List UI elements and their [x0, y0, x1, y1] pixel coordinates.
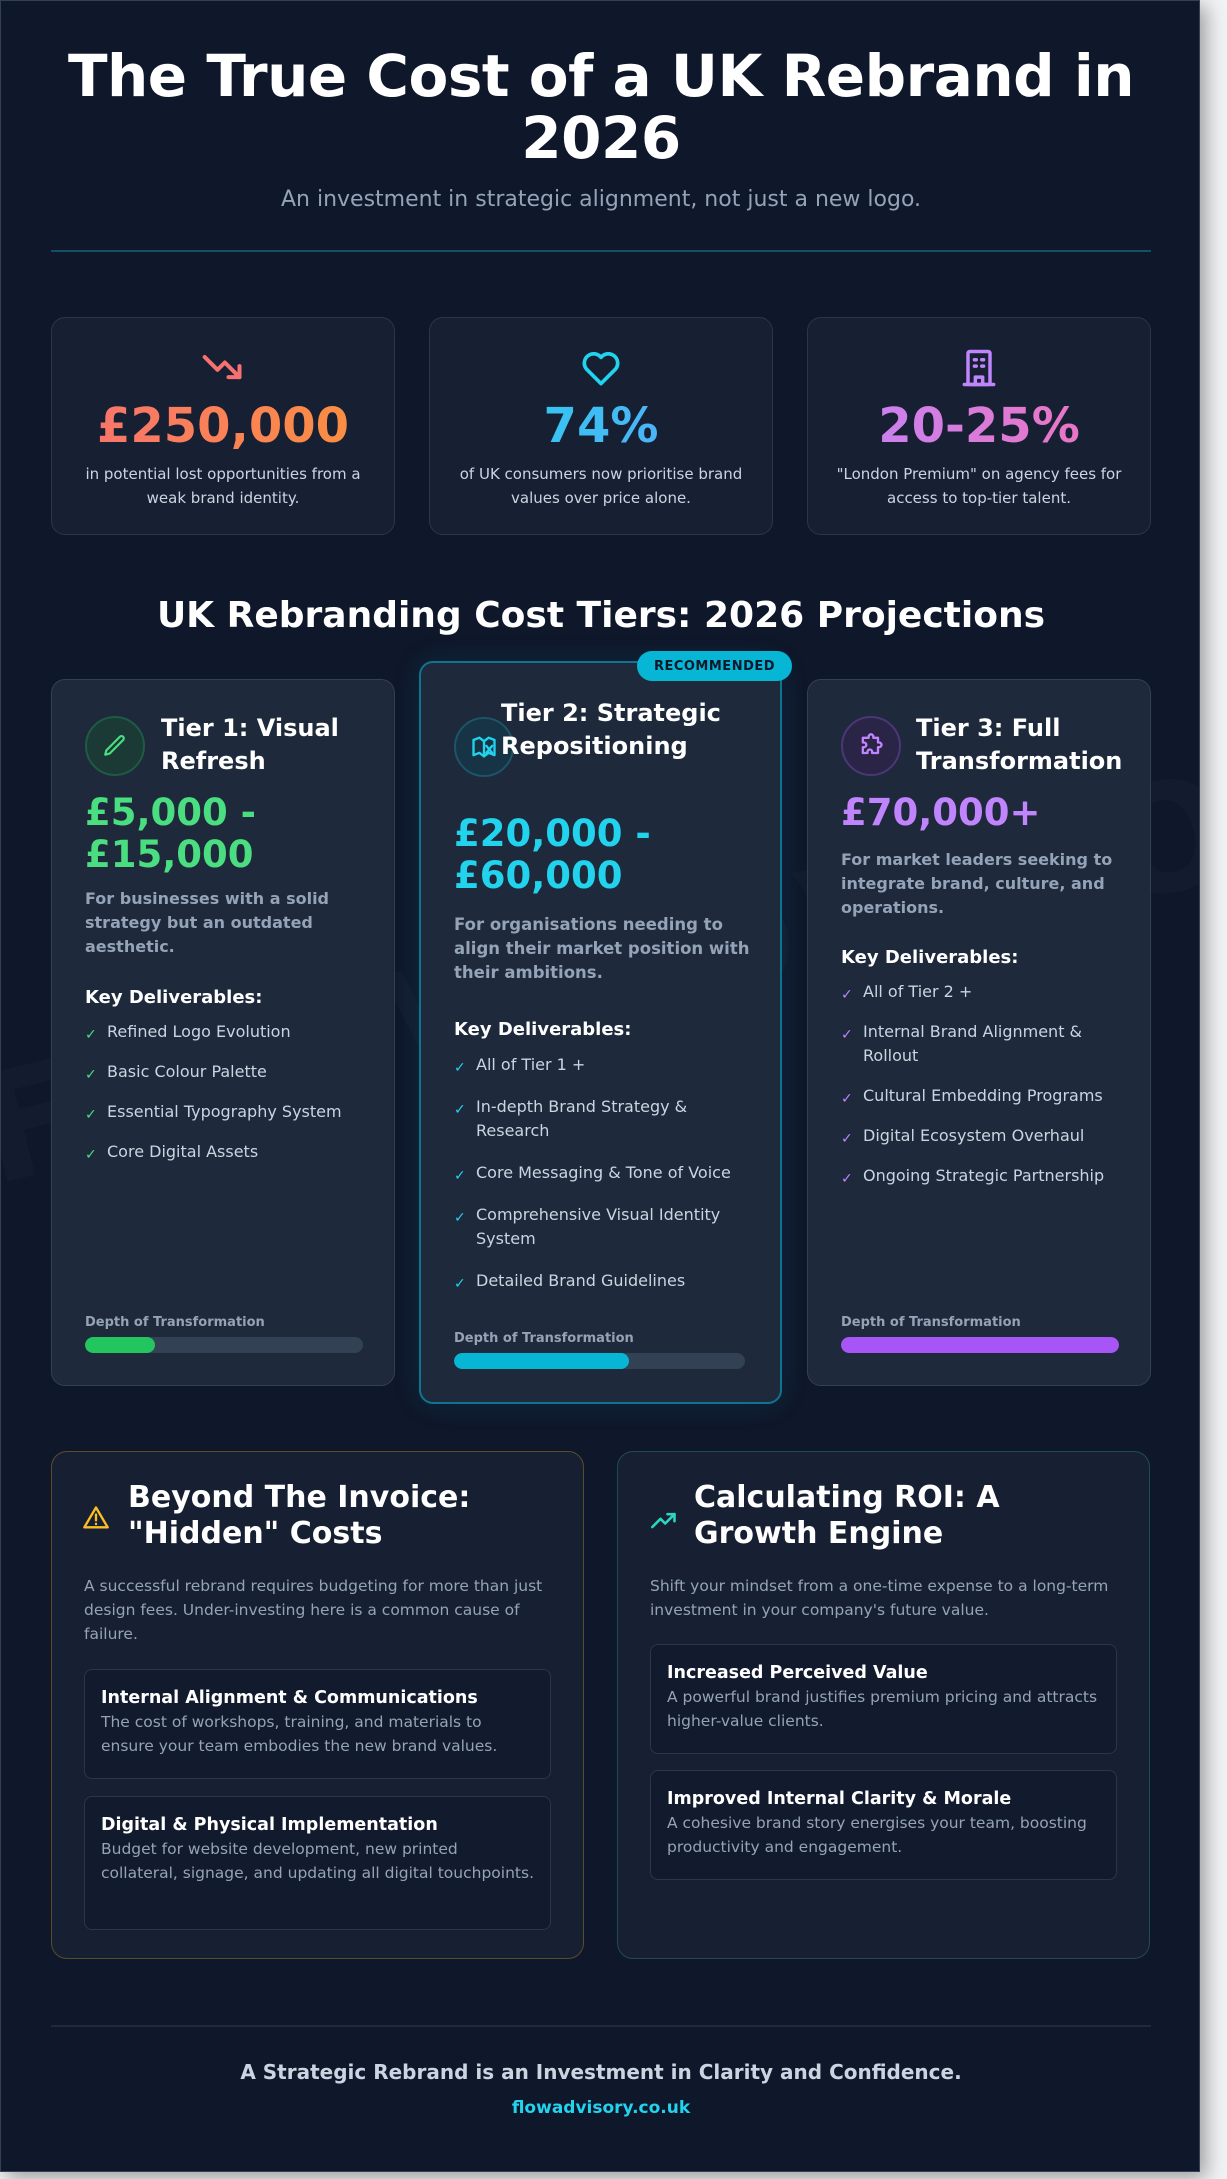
hidden-costs-description: A successful rebrand requires budgeting for more than just design fees. Under-investing here is a common cause of failure. — [84, 1577, 543, 1643]
footer-divider — [51, 2025, 1151, 2027]
check-icon: ✓ — [841, 1027, 853, 1043]
deliverables-list — [841, 980, 1126, 1188]
roi-title: Calculating ROI: A Growth Engine — [694, 1480, 1000, 1551]
key-deliverables-heading: Key Deliverables: — [841, 947, 1019, 968]
hidden-cost-item-title: Internal Alignment & Communications — [101, 1688, 478, 1708]
hidden-cost-item-title: Digital & Physical Implementation — [101, 1815, 438, 1835]
roi-item — [650, 1770, 1117, 1880]
depth-progress-fill — [841, 1337, 1119, 1353]
pencil-icon — [102, 733, 128, 759]
tier-description: For market leaders seeking to integrate brand, culture, and operations. — [841, 850, 1113, 917]
stat-value: 20-25% — [808, 398, 1150, 454]
depth-label: Depth of Transformation — [454, 1331, 634, 1346]
deliverable-item: ✓ All of Tier 2 + — [841, 980, 1126, 1004]
deliverable-item: ✓ Essential Typography System — [85, 1100, 370, 1124]
header-divider — [51, 250, 1151, 252]
section-title-cost-tiers: UK Rebranding Cost Tiers: 2026 Projections — [156, 595, 1046, 636]
check-icon: ✓ — [85, 1147, 97, 1163]
deliverable-item: ✓ Detailed Brand Guidelines — [454, 1269, 756, 1293]
check-icon: ✓ — [454, 1060, 466, 1076]
hidden-costs-card — [51, 1451, 584, 1959]
deliverable-item: ✓ Ongoing Strategic Partnership — [841, 1164, 1126, 1188]
page-title: The True Cost of a UK Rebrand in 2026 — [67, 42, 1135, 172]
stat-card-consumers — [429, 317, 773, 535]
tier-name: Tier 3: Full Transformation — [916, 714, 1123, 775]
building-icon — [957, 346, 1001, 390]
roi-item-title: Increased Perceived Value — [667, 1663, 928, 1683]
key-deliverables-heading: Key Deliverables: — [85, 987, 263, 1008]
hidden-cost-item-description: The cost of workshops, training, and materials to ensure your team embodies the new brand values. — [101, 1713, 498, 1755]
stat-value: £250,000 — [52, 398, 394, 454]
deliverable-item: ✓ Digital Ecosystem Overhaul — [841, 1124, 1126, 1148]
hidden-cost-item — [84, 1669, 551, 1779]
check-icon: ✓ — [454, 1168, 466, 1184]
tier-card-visual-refresh — [51, 679, 395, 1386]
stat-card-london-premium — [807, 317, 1151, 535]
tier-description: For organisations needing to align their market position with their ambitions. — [454, 915, 750, 982]
check-icon: ✓ — [85, 1067, 97, 1083]
deliverable-item: ✓ All of Tier 1 + — [454, 1053, 756, 1077]
deliverable-item: ✓ Core Messaging & Tone of Voice — [454, 1161, 756, 1185]
deliverable-item: ✓ Core Digital Assets — [85, 1140, 370, 1164]
deliverable-item: ✓ Comprehensive Visual Identity System — [454, 1205, 721, 1248]
depth-progress-bar — [841, 1337, 1119, 1353]
deliverable-item: ✓ Basic Colour Palette — [85, 1060, 370, 1084]
stat-value: 74% — [430, 398, 772, 454]
roi-item-description: A cohesive brand story energises your team, boosting productivity and engagement. — [667, 1814, 1087, 1856]
depth-progress-fill — [454, 1353, 629, 1369]
deliverables-list — [85, 1020, 370, 1164]
depth-progress-fill — [85, 1337, 155, 1353]
tier-description: For businesses with a solid strategy but an outdated aesthetic. — [85, 889, 329, 956]
depth-label: Depth of Transformation — [85, 1315, 265, 1330]
roi-item — [650, 1644, 1117, 1754]
footer-website-link[interactable]: flowadvisory.co.uk — [511, 2098, 691, 2118]
deliverable-item: ✓ In-depth Brand Strategy & Research — [454, 1097, 688, 1140]
deliverables-list — [454, 1053, 756, 1293]
warning-icon — [82, 1504, 110, 1532]
roi-item-description: A powerful brand justifies premium pricing and attracts higher-value clients. — [667, 1688, 1098, 1730]
roi-item-title: Improved Internal Clarity & Morale — [667, 1789, 1012, 1809]
hidden-cost-item — [84, 1796, 551, 1930]
deliverable-item: ✓ Cultural Embedding Programs — [841, 1084, 1126, 1108]
check-icon: ✓ — [85, 1027, 97, 1043]
check-icon: ✓ — [841, 1171, 853, 1187]
stat-description: in potential lost opportunities from a weak brand identity. — [85, 465, 361, 507]
heart-icon — [579, 346, 623, 390]
stat-card-lost-opportunities — [51, 317, 395, 535]
roi-card — [617, 1451, 1150, 1959]
roi-description: Shift your mindset from a one-time expense to a long-term investment in your company's future value. — [650, 1577, 1109, 1619]
check-icon: ✓ — [85, 1107, 97, 1123]
tier-name: Tier 1: Visual Refresh — [161, 714, 339, 775]
tier-card-strategic-repositioning — [419, 661, 782, 1404]
tier-price: £5,000 - £15,000 — [85, 791, 257, 876]
tier-icon-badge — [85, 716, 145, 776]
hidden-cost-item-description: Budget for website development, new printed collateral, signage, and updating all digital touchpoints. — [101, 1840, 534, 1882]
tier-name: Tier 2: Strategic Repositioning — [501, 699, 721, 760]
check-icon: ✓ — [841, 987, 853, 1003]
depth-label: Depth of Transformation — [841, 1315, 1021, 1330]
check-icon: ✓ — [841, 1091, 853, 1107]
footer-tagline: A Strategic Rebrand is an Investment in Clarity and Confidence. — [240, 2060, 962, 2084]
depth-progress-bar — [454, 1353, 745, 1369]
trending-down-icon — [201, 346, 245, 390]
puzzle-icon — [857, 732, 885, 760]
check-icon: ✓ — [454, 1210, 466, 1226]
tier-icon-badge — [841, 716, 901, 776]
key-deliverables-heading: Key Deliverables: — [454, 1019, 632, 1040]
deliverable-item: ✓ Refined Logo Evolution — [85, 1020, 370, 1044]
depth-progress-bar — [85, 1337, 363, 1353]
page-subtitle: An investment in strategic alignment, not just a new logo. — [280, 187, 922, 212]
deliverable-item: ✓ Internal Brand Alignment & Rollout — [841, 1022, 1083, 1065]
check-icon: ✓ — [454, 1102, 466, 1118]
recommended-badge: RECOMMENDED — [637, 651, 792, 681]
check-icon: ✓ — [841, 1131, 853, 1147]
tier-price: £70,000+ — [841, 791, 1041, 834]
map-icon — [470, 733, 498, 761]
hidden-costs-title: Beyond The Invoice: "Hidden" Costs — [128, 1480, 471, 1551]
stat-description: "London Premium" on agency fees for access to top-tier talent. — [836, 465, 1122, 507]
check-icon: ✓ — [454, 1276, 466, 1292]
stat-description: of UK consumers now prioritise brand values over price alone. — [459, 465, 743, 507]
tier-price: £20,000 - £60,000 — [454, 812, 651, 897]
trending-up-icon — [650, 1506, 678, 1534]
tier-card-full-transformation — [807, 679, 1151, 1386]
